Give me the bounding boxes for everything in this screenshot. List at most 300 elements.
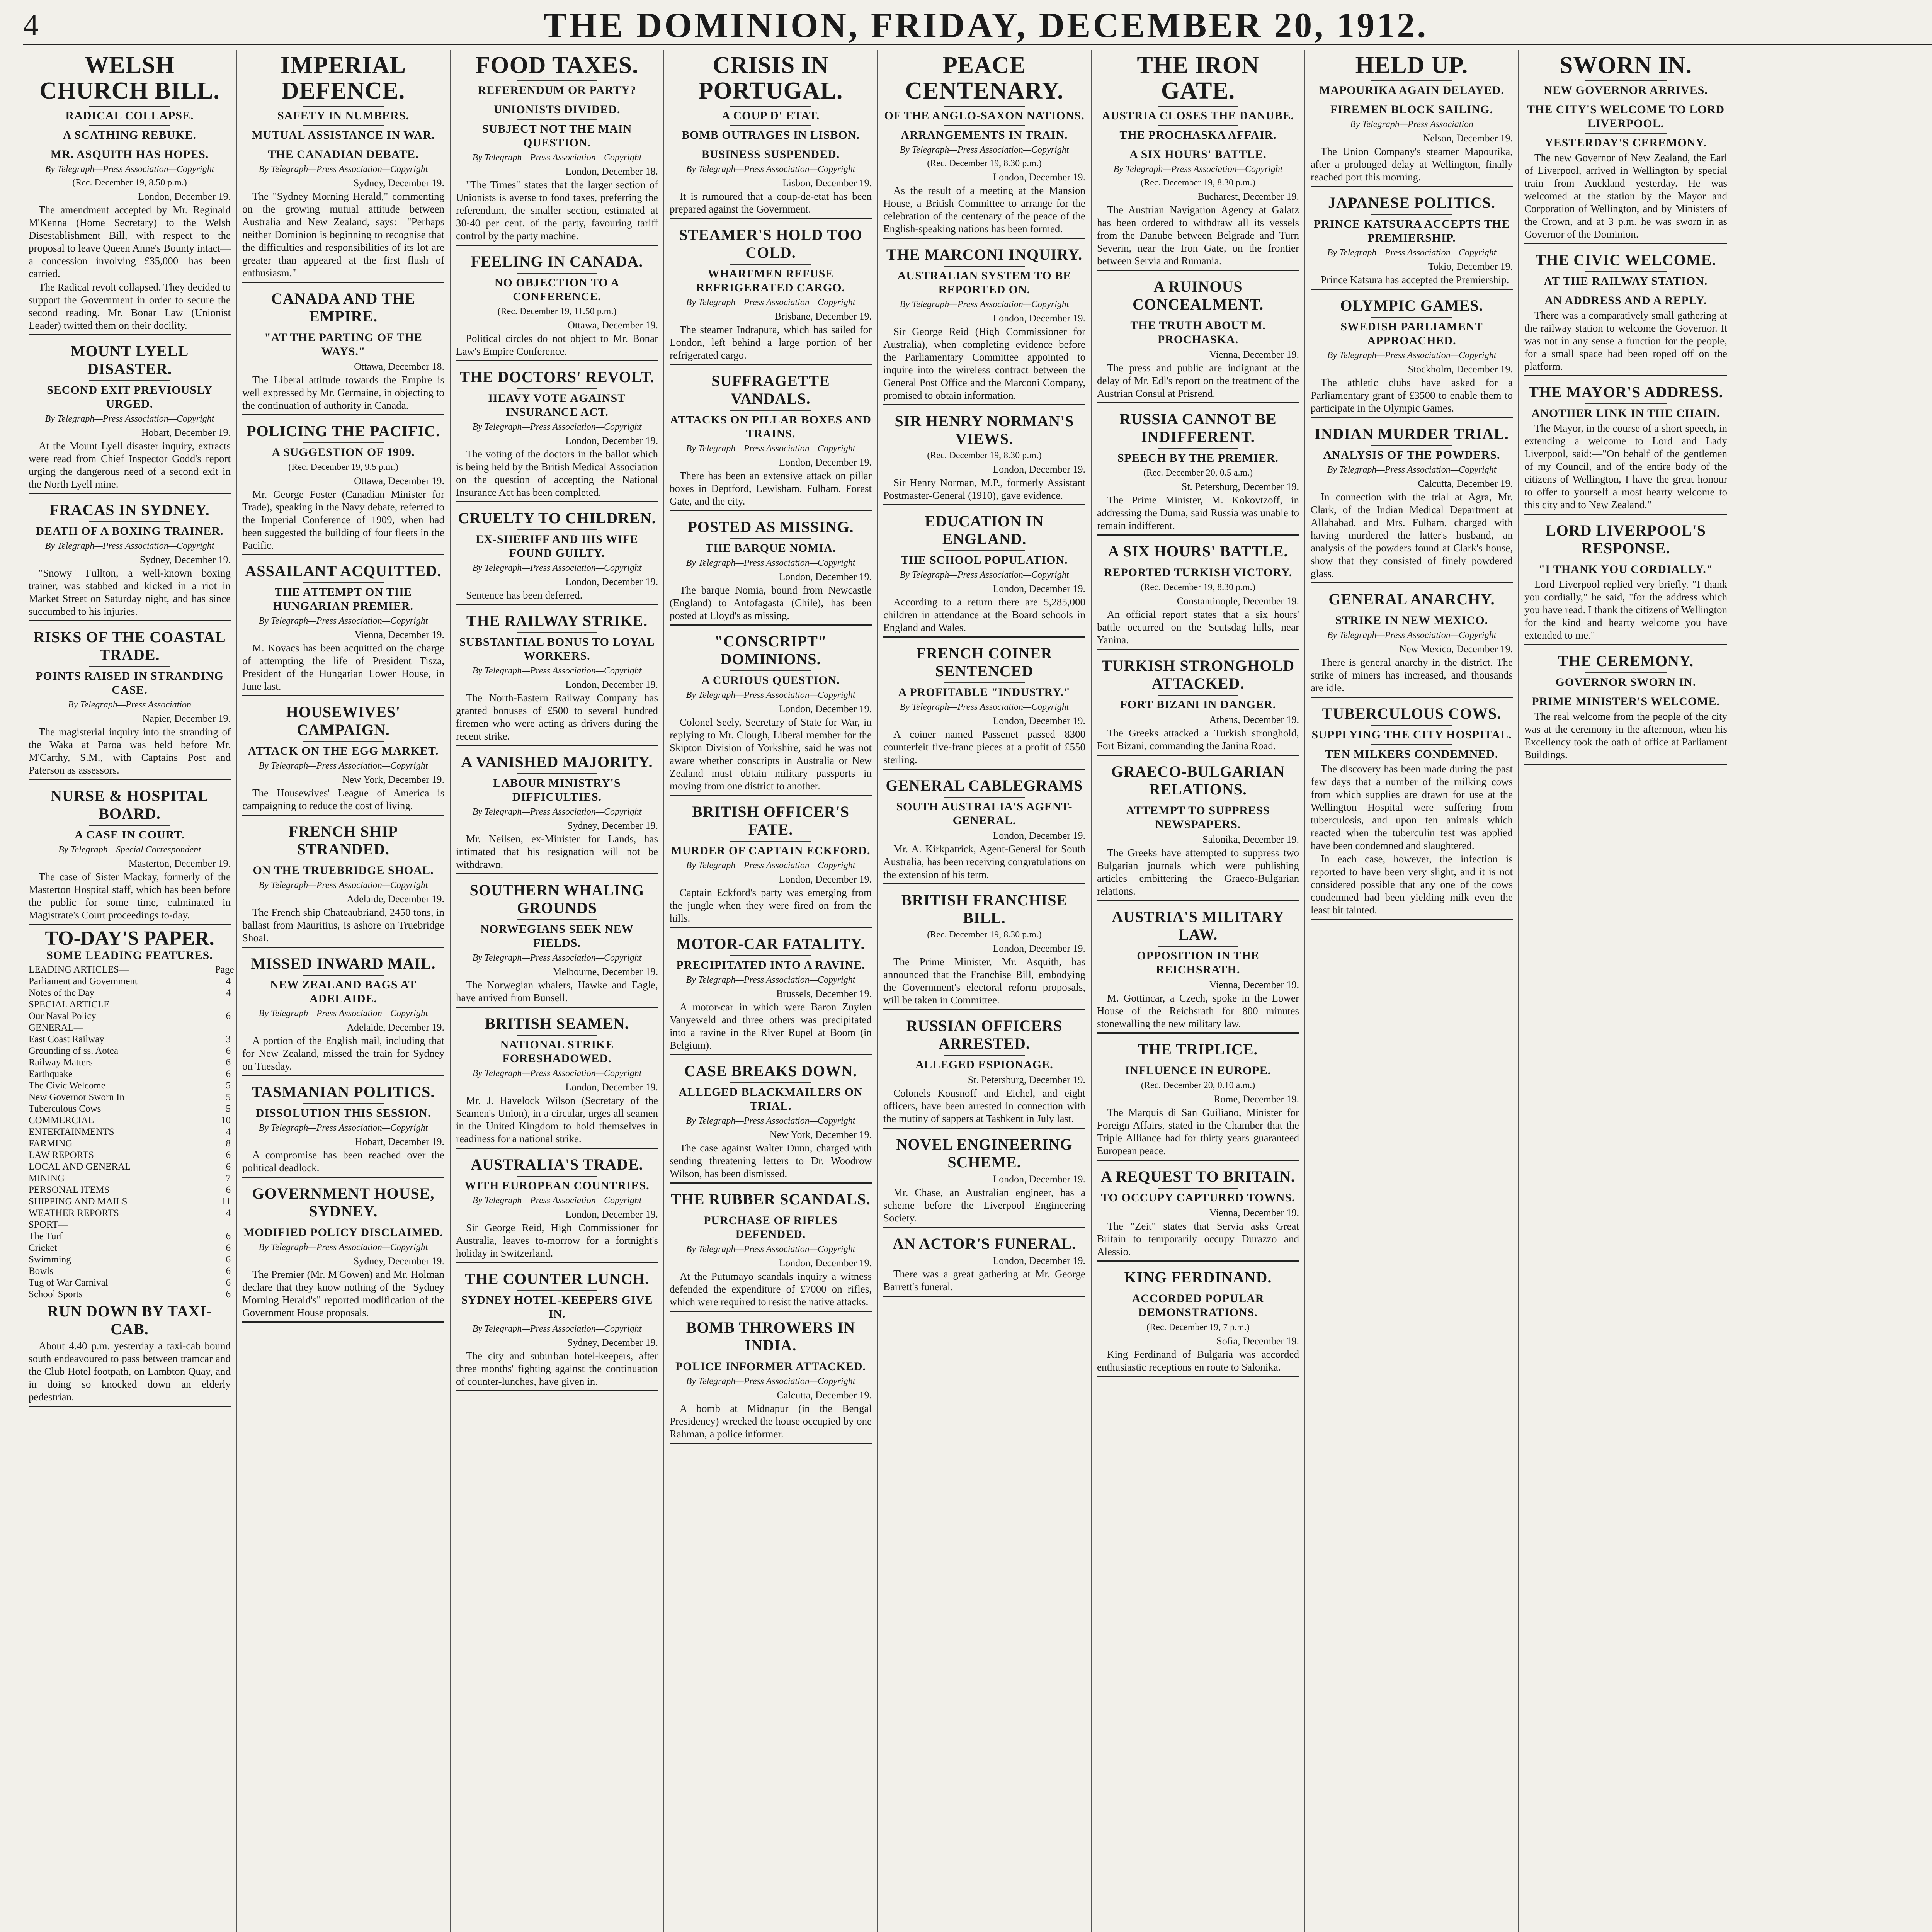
column-4 xyxy=(664,50,878,1932)
article xyxy=(456,881,658,1008)
article-headline: THE DOCTORS' REVOLT. xyxy=(459,368,655,386)
article-paragraph: The Greeks attacked a Turkish stronghold, Fort Bizani, commanding the Janina Road. xyxy=(1097,727,1299,752)
article-paragraph: The discovery has been made during the past few days that a number of the milking cows from which supplies are drawn for use at the Wellington Hospital were suffering from tuberculosis, and upon ten animals which reacted when the tuberculin test was applied have been condemned and slaughtered. xyxy=(1311,763,1513,851)
article-end-rule xyxy=(1097,755,1299,756)
received-time: (Rec. December 19, 8.50 p.m.) xyxy=(72,178,187,188)
divider-rule xyxy=(517,529,597,530)
article-paragraph: Colonel Seely, Secretary of State for War, in replying to Mr. Clough, Liberal member for the Skipton Division of Yorkshire, said he was not aware whether conscripts in Australia or New Zealand must obtain military passports in moving from one district to another. xyxy=(670,716,872,792)
article-headline: A REQUEST TO BRITAIN. xyxy=(1101,1168,1295,1185)
dateline: Salonika, December 19. xyxy=(1202,834,1299,845)
wire-credit: By Telegraph—Press Association—Copyright xyxy=(1113,164,1283,174)
article-end-rule xyxy=(29,924,231,925)
article-subheading: POLICE INFORMER ATTACKED. xyxy=(675,1360,866,1373)
index-entry: Cricket xyxy=(29,1243,57,1253)
dateline: London, December 19. xyxy=(993,464,1085,475)
article-paragraph: Mr. A. Kirkpatrick, Agent-General for South Australia, has been receiving congratulations on the extension of his term. xyxy=(883,843,1085,880)
article xyxy=(883,777,1085,884)
dateline: New York, December 19. xyxy=(769,1129,872,1140)
article-end-rule xyxy=(1311,697,1513,698)
article-subheading: THE BARQUE NOMIA. xyxy=(705,542,836,554)
dateline: Hobart, December 19. xyxy=(141,427,231,438)
article xyxy=(883,1017,1085,1129)
article-subheading: SECOND EXIT PREVIOUSLY URGED. xyxy=(47,384,213,410)
article-end-rule xyxy=(29,1406,231,1407)
divider-rule xyxy=(89,380,170,381)
page-number-left: 4 xyxy=(23,8,39,42)
article-paragraph: "The Times" states that the larger section of Unionists is averse to food taxes, preferring the referendum, the smaller section, estimated at 30-40 per cent. of the party, favouring tariff control by the party machine. xyxy=(456,179,658,242)
dateline: London, December 19. xyxy=(993,715,1085,726)
article-subheading: MR. ASQUITH HAS HOPES. xyxy=(50,148,209,161)
article xyxy=(883,412,1085,505)
divider-rule xyxy=(303,975,384,976)
article-paragraph: The athletic clubs have asked for a Parliamentary grant of £3500 to enable them to participate in the Olympic Games. xyxy=(1311,377,1513,414)
article-end-rule xyxy=(1097,1160,1299,1161)
divider-rule xyxy=(730,410,811,411)
wire-credit: By Telegraph—Press Association—Copyright xyxy=(472,1068,642,1078)
index-row xyxy=(29,999,231,1010)
index-entry: East Coast Railway xyxy=(29,1034,104,1044)
dateline: St. Petersburg, December 19. xyxy=(968,1074,1085,1085)
divider-rule xyxy=(303,125,384,126)
article-paragraph: Colonels Kousnoff and Eichel, and eight officers, have been arrested in connection with the mutiny of sappers at Tashkent in July last. xyxy=(883,1087,1085,1124)
index-page: 6 xyxy=(226,1266,231,1276)
article xyxy=(1097,53,1299,271)
article-subheading: A COUP D' ETAT. xyxy=(721,109,820,122)
divider-rule xyxy=(303,582,384,583)
wire-credit: By Telegraph—Press Association—Copyright xyxy=(686,558,855,568)
divider-rule xyxy=(89,521,170,522)
index-page: 5 xyxy=(226,1080,231,1091)
index-entry: SHIPPING AND MAILS xyxy=(29,1196,128,1207)
article-subheading: AUSTRIA CLOSES THE DANUBE. xyxy=(1102,109,1294,122)
dateline: London, December 19. xyxy=(565,1209,658,1220)
divider-rule xyxy=(89,825,170,826)
index-row xyxy=(29,1115,231,1126)
article xyxy=(670,53,872,219)
article xyxy=(242,955,444,1076)
index-page: 8 xyxy=(226,1138,231,1149)
dateline: New York, December 19. xyxy=(342,774,444,785)
article-paragraph: The Prime Minister, Mr. Asquith, has announced that the Franchise Bill, embodying the Government's electoral reform proposals, will be taken in Committee. xyxy=(883,956,1085,1006)
article-headline: A VANISHED MAJORITY. xyxy=(461,753,653,770)
dateline: London, December 19. xyxy=(565,1082,658,1093)
article-end-rule xyxy=(1097,649,1299,650)
article xyxy=(242,703,444,816)
article-paragraph: Sir Henry Norman, M.P., formerly Assistant Postmaster-General (1910), gave evidence. xyxy=(883,477,1085,501)
index-entry: LAW REPORTS xyxy=(29,1150,94,1160)
article xyxy=(670,803,872,928)
article-end-rule xyxy=(883,1227,1085,1228)
index-row xyxy=(29,1068,231,1080)
article-subheading: A CURIOUS QUESTION. xyxy=(701,674,840,687)
article xyxy=(1311,425,1513,583)
article-end-rule xyxy=(242,815,444,816)
divider-rule xyxy=(517,273,597,274)
dateline: London, December 19. xyxy=(993,172,1085,183)
wire-credit: By Telegraph—Press Association xyxy=(68,700,192,710)
article xyxy=(670,1190,872,1312)
article-headline: SWORN IN. xyxy=(1559,52,1692,78)
divider-rule xyxy=(1585,672,1667,673)
index-entry: Tug of War Carnival xyxy=(29,1277,108,1288)
dateline: Masterton, December 19. xyxy=(128,858,231,869)
article-subheading: NEW GOVERNOR ARRIVES. xyxy=(1544,84,1708,97)
divider-rule xyxy=(1158,1188,1238,1189)
article xyxy=(883,645,1085,770)
article-subheading: BUSINESS SUSPENDED. xyxy=(701,148,840,161)
article xyxy=(456,1015,658,1149)
article-subheading: NATIONAL STRIKE FORESHADOWED. xyxy=(500,1038,614,1065)
index-page: 6 xyxy=(226,1069,231,1079)
article-paragraph: It is rumoured that a coup-de-etat has been prepared against the Government. xyxy=(670,190,872,215)
index-row xyxy=(29,987,231,999)
article-end-rule xyxy=(29,620,231,621)
index-entry: Earthquake xyxy=(29,1069,73,1079)
wire-credit: By Telegraph—Press Association—Copyright xyxy=(259,616,428,626)
article-paragraph: The steamer Indrapura, which has sailed for London, left behind a large portion of her refrigerated cargo. xyxy=(670,324,872,361)
dateline: London, December 19. xyxy=(993,313,1085,324)
article-end-rule xyxy=(456,1007,658,1008)
article-end-rule xyxy=(670,364,872,365)
article-headline: STEAMER'S HOLD TOO COLD. xyxy=(679,226,862,261)
article xyxy=(242,53,444,283)
wire-credit: By Telegraph—Press Association—Copyright xyxy=(1327,630,1497,640)
article-paragraph: A motor-car in which were Baron Zuylen Vanyeweld and three others was precipitated into a ravine in the River Rupel at Boom (in Belgium). xyxy=(670,1001,872,1051)
todays-paper-index xyxy=(29,927,234,1300)
index-page: 11 xyxy=(221,1196,231,1207)
article-paragraph: The magisterial inquiry into the stranding of the Waka at Paroa was held before Mr. M'Carthy, S.M., with Captains Post and Paterson as assessors. xyxy=(29,726,231,776)
dateline: Napier, December 19. xyxy=(142,713,231,724)
article xyxy=(1524,652,1727,765)
article-subheading: "I THANK YOU CORDIALLY." xyxy=(1538,563,1713,576)
article-subheading: MUTUAL ASSISTANCE IN WAR. xyxy=(252,129,435,141)
dateline: Sydney, December 19. xyxy=(567,820,658,831)
dateline: London, December 19. xyxy=(779,703,872,714)
index-row xyxy=(29,1010,231,1022)
divider-rule xyxy=(1371,80,1452,81)
received-time: (Rec. December 19, 8.30 p.m.) xyxy=(927,451,1042,461)
article-paragraph: In each case, however, the infection is reported to have been very slight, and it is not considered possible that any one of the cows condemned had been yielding milk even the least bit tainted. xyxy=(1311,853,1513,916)
article-subheading: THE CANADIAN DEBATE. xyxy=(268,148,419,161)
index-row xyxy=(29,1219,231,1231)
divider-rule xyxy=(517,1035,597,1036)
dateline: London, December 19. xyxy=(993,1255,1085,1266)
article-end-rule xyxy=(242,695,444,696)
dateline: London, December 19. xyxy=(993,583,1085,594)
article-headline: THE RAILWAY STRIKE. xyxy=(466,612,648,629)
article-subheading: A SIX HOURS' BATTLE. xyxy=(1129,148,1267,161)
index-page: 6 xyxy=(226,1046,231,1056)
article-subheading: GOVERNOR SWORN IN. xyxy=(1555,676,1696,689)
dateline: Ottawa, December 19. xyxy=(354,475,444,486)
article-headline: FRENCH COINER SENTENCED xyxy=(916,645,1053,680)
article-paragraph: Sir George Reid (High Commissioner for Australia), when completing evidence before the Parliamentary Committee appointed to inquire into the wireless contract between the General Post Office and the Marconi Company, promised to obtain information. xyxy=(883,326,1085,401)
article-end-rule xyxy=(1097,1260,1299,1262)
divider-rule xyxy=(1371,317,1452,318)
index-entry: WEATHER REPORTS xyxy=(29,1208,119,1218)
article xyxy=(456,1156,658,1263)
received-time: (Rec. December 20, 0.10 a.m.) xyxy=(1141,1080,1255,1090)
article-paragraph: The Mayor, in the course of a short speech, in extending a welcome to Lord and Lady Liverpool, said:—"On behalf of the gentlemen of my Council, and of the entire body of the citizens of Wellington, I have the great honour to offer to yourself a most hearty welcome to this city and to New Zealand." xyxy=(1524,422,1727,510)
article-headline: FRENCH SHIP STRANDED. xyxy=(288,823,398,858)
divider-rule xyxy=(730,125,811,126)
article-headline: FOOD TAXES. xyxy=(475,52,639,78)
index-page: 6 xyxy=(226,1289,231,1299)
article-headline: THE COUNTER LUNCH. xyxy=(465,1270,649,1287)
article-paragraph: Sir George Reid, High Commissioner for Australia, leaves to-morrow for a fortnight's holiday in Switzerland. xyxy=(456,1222,658,1259)
article-subheading: AN ADDRESS AND A REPLY. xyxy=(1544,294,1707,307)
article-paragraph: The new Governor of New Zealand, the Earl of Liverpool, arrived in Wellington by special train from Auckland yesterday. He was welcomed at the station by the Mayor and Corporation of Wellington, and by Ministers of the Crown, and at 3 p.m. he was sworn in as Governor of the Dominion. xyxy=(1524,152,1727,240)
article-headline: THE TRIPLICE. xyxy=(1138,1041,1258,1058)
article xyxy=(29,787,231,925)
dateline: London, December 19. xyxy=(993,1173,1085,1185)
wire-credit: By Telegraph—Press Association—Copyright xyxy=(686,1376,855,1386)
article-headline: GRAECO-BULGARIAN RELATIONS. xyxy=(1111,763,1285,798)
article-subheading: MAPOURIKA AGAIN DELAYED. xyxy=(1319,84,1504,97)
article-subheading: SOUTH AUSTRALIA'S AGENT-GENERAL. xyxy=(896,800,1073,827)
article xyxy=(670,372,872,511)
index-entry: Swimming xyxy=(29,1254,71,1265)
article-end-rule xyxy=(1524,764,1727,765)
article-end-rule xyxy=(242,1177,444,1178)
article-end-rule xyxy=(670,1182,872,1184)
dateline: Stockholm, December 19. xyxy=(1408,364,1513,375)
article-end-rule xyxy=(883,504,1085,505)
article xyxy=(242,1185,444,1323)
index-row xyxy=(29,1057,231,1068)
divider-rule xyxy=(89,106,170,107)
article-subheading: THE PROCHASKA AFFAIR. xyxy=(1119,129,1277,141)
index-page: Page xyxy=(215,964,234,975)
article-end-rule xyxy=(1097,402,1299,403)
article-paragraph: The Norwegian whalers, Hawke and Eagle, have arrived from Bunsell. xyxy=(456,979,658,1003)
wire-credit: By Telegraph—Press Association—Copyright xyxy=(686,975,855,985)
article-subheading: SPEECH BY THE PREMIER. xyxy=(1117,452,1279,464)
article-paragraph: The "Zeit" states that Servia asks Great Britain to temporarily occupy Durazzo and Alessio. xyxy=(1097,1220,1299,1257)
dateline: Calcutta, December 19. xyxy=(1418,478,1513,489)
columns xyxy=(23,50,1932,1932)
article-end-rule xyxy=(29,334,231,335)
article-end-rule xyxy=(670,510,872,511)
divider-rule xyxy=(1158,946,1238,947)
article-headline: INDIAN MURDER TRIAL. xyxy=(1315,425,1509,442)
wire-credit: By Telegraph—Press Association—Copyright xyxy=(472,153,642,163)
article-headline: SIR HENRY NORMAN'S VIEWS. xyxy=(895,412,1074,447)
article-headline: THE MARCONI INQUIRY. xyxy=(886,246,1083,263)
article-subheading: OPPOSITION IN THE REICHSRATH. xyxy=(1137,949,1259,976)
article-end-rule xyxy=(1311,417,1513,418)
wire-credit: By Telegraph—Press Association—Copyright xyxy=(259,880,428,890)
article-headline: GENERAL CABLEGRAMS xyxy=(886,777,1083,794)
article-paragraph: The Premier (Mr. M'Gowen) and Mr. Holman declare that they know nothing of the "Sydney Morning Herald's" reported modification of the Government House proposals. xyxy=(242,1269,444,1318)
article-headline: MOUNT LYELL DISASTER. xyxy=(70,342,189,378)
article-end-rule xyxy=(242,1075,444,1076)
dateline: Tokio, December 19. xyxy=(1428,261,1513,272)
index-entry: Tuberculous Cows xyxy=(29,1104,101,1114)
divider-rule xyxy=(944,550,1025,551)
index-entry: Notes of the Day xyxy=(29,988,95,998)
article-end-rule xyxy=(456,1390,658,1391)
article-end-rule xyxy=(242,947,444,948)
divider-rule xyxy=(89,666,170,667)
article-headline: WELSH CHURCH BILL. xyxy=(39,52,220,104)
index-row xyxy=(29,1126,231,1138)
divider-rule xyxy=(1158,106,1238,107)
index-row xyxy=(29,1231,231,1242)
article-subheading: TO OCCUPY CAPTURED TOWNS. xyxy=(1101,1191,1295,1204)
index-row xyxy=(29,1242,231,1254)
article-subheading: INFLUENCE IN EUROPE. xyxy=(1125,1064,1271,1077)
divider-rule xyxy=(1158,448,1238,449)
divider-rule xyxy=(517,388,597,389)
article xyxy=(1311,297,1513,418)
article-subheading: THE TRUTH ABOUT M. PROCHASKA. xyxy=(1130,319,1266,346)
column-3 xyxy=(451,50,664,1932)
article-subheading: NORWEGIANS SEEK NEW FIELDS. xyxy=(480,923,634,949)
index-page: 3 xyxy=(226,1034,231,1044)
article-paragraph: The amendment accepted by Mr. Reginald M'Kenna (Home Secretary) to the Welsh Disestablishment Bill, with respect to the proposal to leave Queen Anne's Bounty intact—a concession involving £35,000—has been carried. xyxy=(29,204,231,279)
article-paragraph: The case against Walter Dunn, charged with sending threatening letters to Dr. Woodrow Wilson, has been dismissed. xyxy=(670,1142,872,1179)
article-end-rule xyxy=(670,1311,872,1312)
article-paragraph: A coiner named Passenet passed 8300 counterfeit five-franc pieces at a profit of £550 sterling. xyxy=(883,728,1085,765)
article-subheading: DEATH OF A BOXING TRAINER. xyxy=(36,525,224,537)
index-page: 4 xyxy=(226,1127,231,1137)
article-paragraph: The French ship Chateaubriand, 2450 tons, in ballast from Mauritius, is ashore on Truebridge Shoal. xyxy=(242,906,444,944)
dateline: Sydney, December 19. xyxy=(567,1337,658,1348)
index-title: TO-DAY'S PAPER. xyxy=(45,927,214,949)
article xyxy=(1311,590,1513,698)
received-time: (Rec. December 19, 8.30 p.m.) xyxy=(927,158,1042,168)
article-end-rule xyxy=(1097,534,1299,536)
article-end-rule xyxy=(1524,375,1727,376)
dateline: Brisbane, December 19. xyxy=(774,311,872,322)
article-subheading: ATTEMPT TO SUPPRESS NEWSPAPERS. xyxy=(1126,804,1270,831)
article-subheading: ON THE TRUEBRIDGE SHOAL. xyxy=(253,864,434,877)
article-end-rule xyxy=(883,1296,1085,1297)
article-paragraph: At the Mount Lyell disaster inquiry, extracts were read from Chief Inspector Godd's report urging the dangerous need of a second exit in the North Lyell mine. xyxy=(29,440,231,490)
column-6 xyxy=(1092,50,1305,1932)
divider-rule xyxy=(517,119,597,120)
article-end-rule xyxy=(670,1054,872,1055)
dateline: Adelaide, December 19. xyxy=(347,1022,444,1033)
article xyxy=(1524,522,1727,645)
wire-credit: By Telegraph—Press Association—Copyright xyxy=(1327,248,1497,258)
article-subheading: REFERENDUM OR PARTY? xyxy=(478,84,636,97)
dateline: London, December 19. xyxy=(779,457,872,468)
divider-rule xyxy=(944,125,1025,126)
divider-rule xyxy=(730,538,811,539)
index-entry: PERSONAL ITEMS xyxy=(29,1185,110,1195)
article-paragraph: There has been an extensive attack on pillar boxes in Deptford, Lewisham, Fulham, Forest Gate, and the city. xyxy=(670,470,872,507)
article-subheading: SUPPLYING THE CITY HOSPITAL. xyxy=(1311,728,1512,741)
divider-rule xyxy=(730,106,811,107)
index-page: 6 xyxy=(226,1162,231,1172)
article xyxy=(1524,251,1727,376)
index-row xyxy=(29,1277,231,1289)
wire-credit: By Telegraph—Press Association—Copyright xyxy=(686,1116,855,1126)
article-headline: THE CEREMONY. xyxy=(1558,652,1694,670)
article-paragraph: The press and public are indignant at the delay of Mr. Edl's report on the treatment of the Austrian Consul at Prisrend. xyxy=(1097,362,1299,399)
article-subheading: WITH EUROPEAN COUNTRIES. xyxy=(464,1179,650,1192)
article-headline: OLYMPIC GAMES. xyxy=(1340,297,1483,314)
index-page: 4 xyxy=(226,988,231,998)
dateline: Sydney, December 19. xyxy=(139,554,231,565)
divider-rule xyxy=(944,1055,1025,1056)
index-row xyxy=(29,1080,231,1092)
wire-credit: By Telegraph—Press Association xyxy=(1350,119,1474,129)
index-page: 6 xyxy=(226,1185,231,1195)
index-subtitle: SOME LEADING FEATURES. xyxy=(46,949,213,962)
article-subheading: SUBSTANTIAL BONUS TO LOYAL WORKERS. xyxy=(459,636,655,662)
divider-rule xyxy=(1371,725,1452,726)
article xyxy=(1097,763,1299,901)
index-entry: FARMING xyxy=(29,1138,73,1149)
article xyxy=(242,422,444,555)
received-time: (Rec. December 19, 9.5 p.m.) xyxy=(288,462,398,472)
wire-credit: By Telegraph—Press Association—Copyright xyxy=(45,164,214,174)
article-subheading: UNIONISTS DIVIDED. xyxy=(493,103,621,116)
article-subheading: DISSOLUTION THIS SESSION. xyxy=(255,1107,431,1119)
article-subheading: ATTACK ON THE EGG MARKET. xyxy=(248,745,439,757)
divider-rule xyxy=(730,264,811,265)
divider-rule xyxy=(89,125,170,126)
divider-rule xyxy=(1585,403,1667,404)
newspaper-title: THE DOMINION, FRIDAY, DECEMBER 20, 1912. xyxy=(543,5,1429,45)
article-paragraph: There was a great gathering at Mr. George Barrett's funeral. xyxy=(883,1268,1085,1293)
index-entry: Our Naval Policy xyxy=(29,1011,96,1021)
article-subheading: ATTACKS ON PILLAR BOXES AND TRAINS. xyxy=(670,413,871,440)
article-headline: LORD LIVERPOOL'S RESPONSE. xyxy=(1546,522,1706,557)
index-page: 6 xyxy=(226,1057,231,1068)
article-headline: THE MAYOR'S ADDRESS. xyxy=(1528,383,1723,401)
article-end-rule xyxy=(1311,582,1513,583)
article xyxy=(883,1235,1085,1297)
divider-rule xyxy=(1585,80,1667,81)
article xyxy=(1524,53,1727,244)
index-row xyxy=(29,1184,231,1196)
article-end-rule xyxy=(883,636,1085,638)
dateline: Sydney, December 19. xyxy=(353,177,444,189)
article-paragraph: The Union Company's steamer Mapourika, after a prolonged delay at Wellington, finally reached port this morning. xyxy=(1311,146,1513,183)
wire-credit: By Telegraph—Press Association—Copyright xyxy=(472,953,642,963)
index-entry: COMMERCIAL xyxy=(29,1115,94,1126)
dateline: Vienna, December 19. xyxy=(1209,349,1299,360)
article xyxy=(456,1270,658,1391)
article-end-rule xyxy=(883,883,1085,884)
dateline: London, December 19. xyxy=(993,943,1085,954)
divider-rule xyxy=(517,1290,597,1291)
index-page: 6 xyxy=(226,1277,231,1288)
article-headline: CASE BREAKS DOWN. xyxy=(684,1062,857,1080)
divider-rule xyxy=(517,773,597,774)
divider-rule xyxy=(944,266,1025,267)
article xyxy=(670,633,872,796)
article-paragraph: The Liberal attitude towards the Empire is well expressed by Mr. Germaine, in objecting to the continuation of authority in Canada. xyxy=(242,374,444,411)
article xyxy=(1097,543,1299,650)
article-paragraph: Mr. George Foster (Canadian Minister for Trade), speaking in the Navy debate, referred to the Imperial Conference of 1909, when had been suggested the building of four fleets in the Pacific. xyxy=(242,488,444,551)
article-subheading: AUSTRALIAN SYSTEM TO BE REPORTED ON. xyxy=(897,269,1071,296)
article-end-rule xyxy=(670,1443,872,1444)
dateline: Nelson, December 19. xyxy=(1423,133,1513,144)
dateline: Ottawa, December 18. xyxy=(354,361,444,372)
article-paragraph: The real welcome from the people of the city was at the ceremony in the afternoon, when his Excellency took the oath of office at Parliament Buildings. xyxy=(1524,711,1727,760)
article-end-rule xyxy=(1524,514,1727,515)
article-headline: FRACAS IN SYDNEY. xyxy=(49,501,210,519)
article-headline: BRITISH SEAMEN. xyxy=(485,1015,629,1032)
article-paragraph: The voting of the doctors in the ballot which is being held by the British Medical Association on the question of accepting the National Insurance Act has been completed. xyxy=(456,448,658,498)
article-paragraph: As the result of a meeting at the Mansion House, a British Committee to arrange for the celebration of the centenary of the peace of the English-speaking nations has been formed. xyxy=(883,185,1085,235)
dateline: London, December 19. xyxy=(779,1257,872,1269)
